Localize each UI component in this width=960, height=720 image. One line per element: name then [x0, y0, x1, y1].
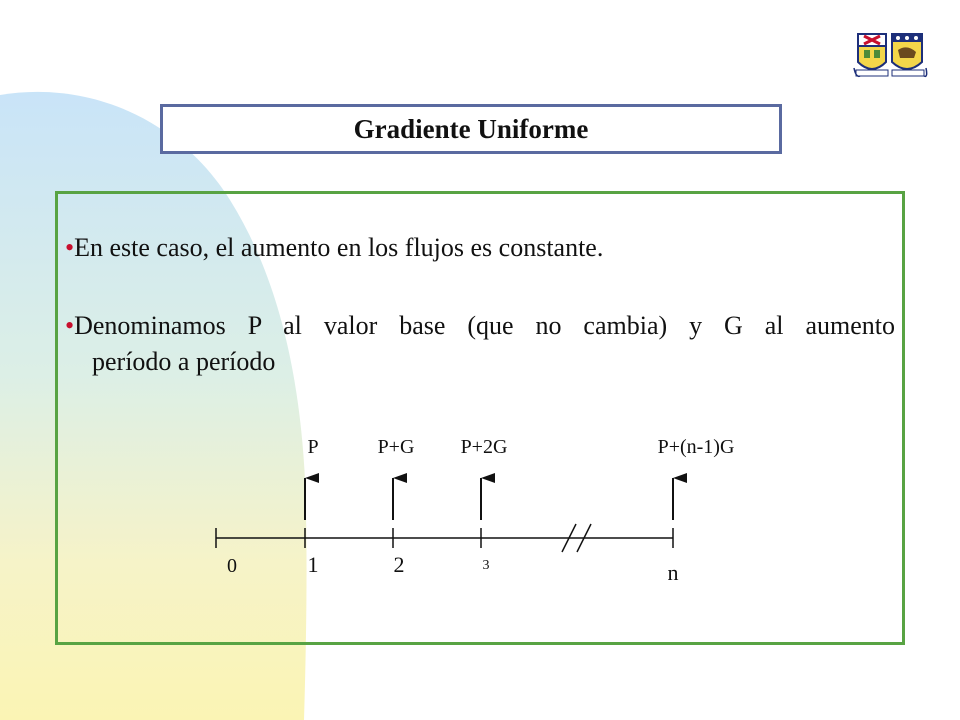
bullet-dot-icon: •: [65, 311, 75, 340]
bullet-text: En este caso, el aumento en los flujos es constante.: [74, 233, 604, 262]
flow-label: P+G: [377, 436, 415, 458]
flow-label: P+(n-1)G: [657, 436, 735, 458]
bullet-text: Denominamos P al valor base (que no cambia) y G al aumento: [74, 311, 895, 340]
flow-label: P+2G: [460, 436, 508, 458]
period-label: 1: [307, 552, 319, 577]
period-label: 3: [482, 558, 490, 573]
flow-label: P: [307, 436, 319, 458]
period-label: n: [667, 560, 679, 585]
period-label: 2: [393, 552, 405, 577]
period-label: 0: [227, 555, 237, 577]
bullet-text-continuation: período a período: [92, 347, 276, 376]
slide-title-text: Gradiente Uniforme: [353, 113, 589, 144]
bullet-dot-icon: •: [65, 233, 75, 262]
